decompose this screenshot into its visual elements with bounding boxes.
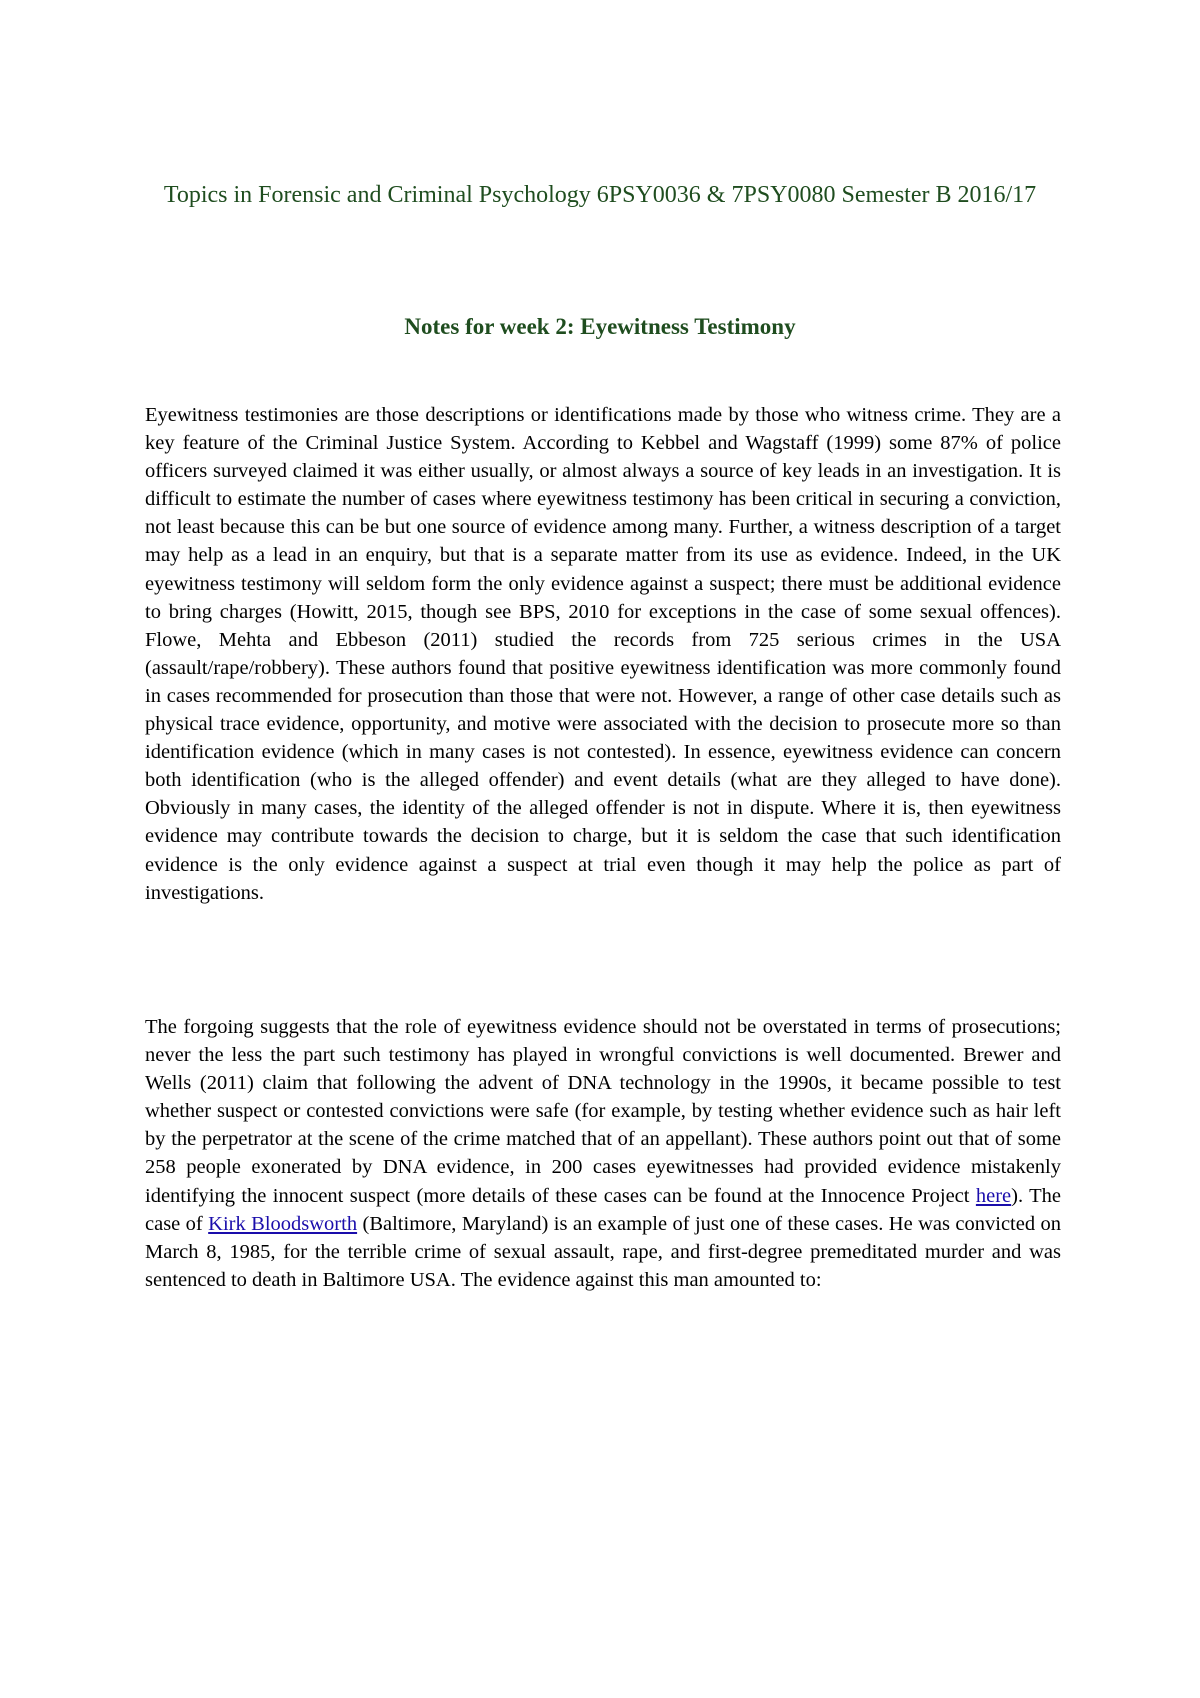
paragraph-2 bbox=[145, 1013, 1061, 1294]
paragraph-2-text-3: (Baltimore, Maryland) is an example of just one of these cases. He was convicted on March 8, 1985, for the terrible crime of sexual assault, rape, and first-degree premeditated murder and was sentenced to death in Baltimore USA. The evidence against this man amounted to: bbox=[145, 1212, 1061, 1291]
paragraph-2-text-2: ). The case of bbox=[145, 1184, 1062, 1235]
paragraph-1: Eyewitness testimonies are those descriptions or identifications made by those who witness crime. They are a key feature of the Criminal Justice System. According to Kebbel and Wagstaff (1999) some 87% of police officers surveyed claimed it was either usually, or almost always a source of key leads in an investigation. It is difficult to estimate the number of cases where eyewitness testimony has been critical in securing a conviction, not least because this can be but one source of evidence among many. Further, a witness description of a target may help as a lead in an enquiry, but that is a separate matter from its use as evidence. Indeed, in the UK eyewitness testimony will seldom form the only evidence against a suspect; there must be additional evidence to bring charges (Howitt, 2015, though see BPS, 2010 for exceptions in the case of some sexual offences). Flowe, Mehta and Ebbeson (2011) studied the records from 725 serious crimes in the USA (assault/rape/robbery). These authors found that positive eyewitness identification was more commonly found in cases recommended for prosecution than those that were not. However, a range of other case details such as physical trace evidence, opportunity, and motive were associated with the decision to prosecute more so than identification evidence (which in many cases is not contested). In essence, eyewitness evidence can concern both identification (who is the alleged offender) and event details (what are they alleged to have done). Obviously in many cases, the identity of the alleged offender is not in dispute. Where it is, then eyewitness evidence may contribute towards the decision to charge, but it is seldom the case that such identification evidence is the only evidence against a suspect at trial even though it may help the police as part of investigations. bbox=[145, 404, 1061, 904]
kirk-bloodsworth-link[interactable]: Kirk Bloodsworth bbox=[208, 1212, 358, 1235]
innocence-project-link[interactable]: here bbox=[975, 1184, 1012, 1207]
paragraph-2-text-1: The forgoing suggests that the role of eyewitness evidence should not be overstated in terms of prosecutions; never the less the part such testimony has played in wrongful convictions is well documented. Brewer and Wells (2011) claim that following the advent of DNA technology in the 1990s, it became possible to test whether suspect or contested convictions were safe (for example, by testing whether evidence such as hair left by the perpetrator at the scene of the crime matched that of an appellant). These authors point out that of some 258 people exonerated by DNA evidence, in 200 cases eyewitnesses had provided evidence mistakenly identifying the innocent suspect (more details of these cases can be found at the Innocence Project bbox=[145, 1016, 1061, 1207]
document-subtitle: Notes for week 2: Eyewitness Testimony bbox=[404, 314, 796, 339]
document-title: Topics in Forensic and Criminal Psychology 6PSY0036 & 7PSY0080 Semester B 2016/17 bbox=[163, 182, 1037, 208]
